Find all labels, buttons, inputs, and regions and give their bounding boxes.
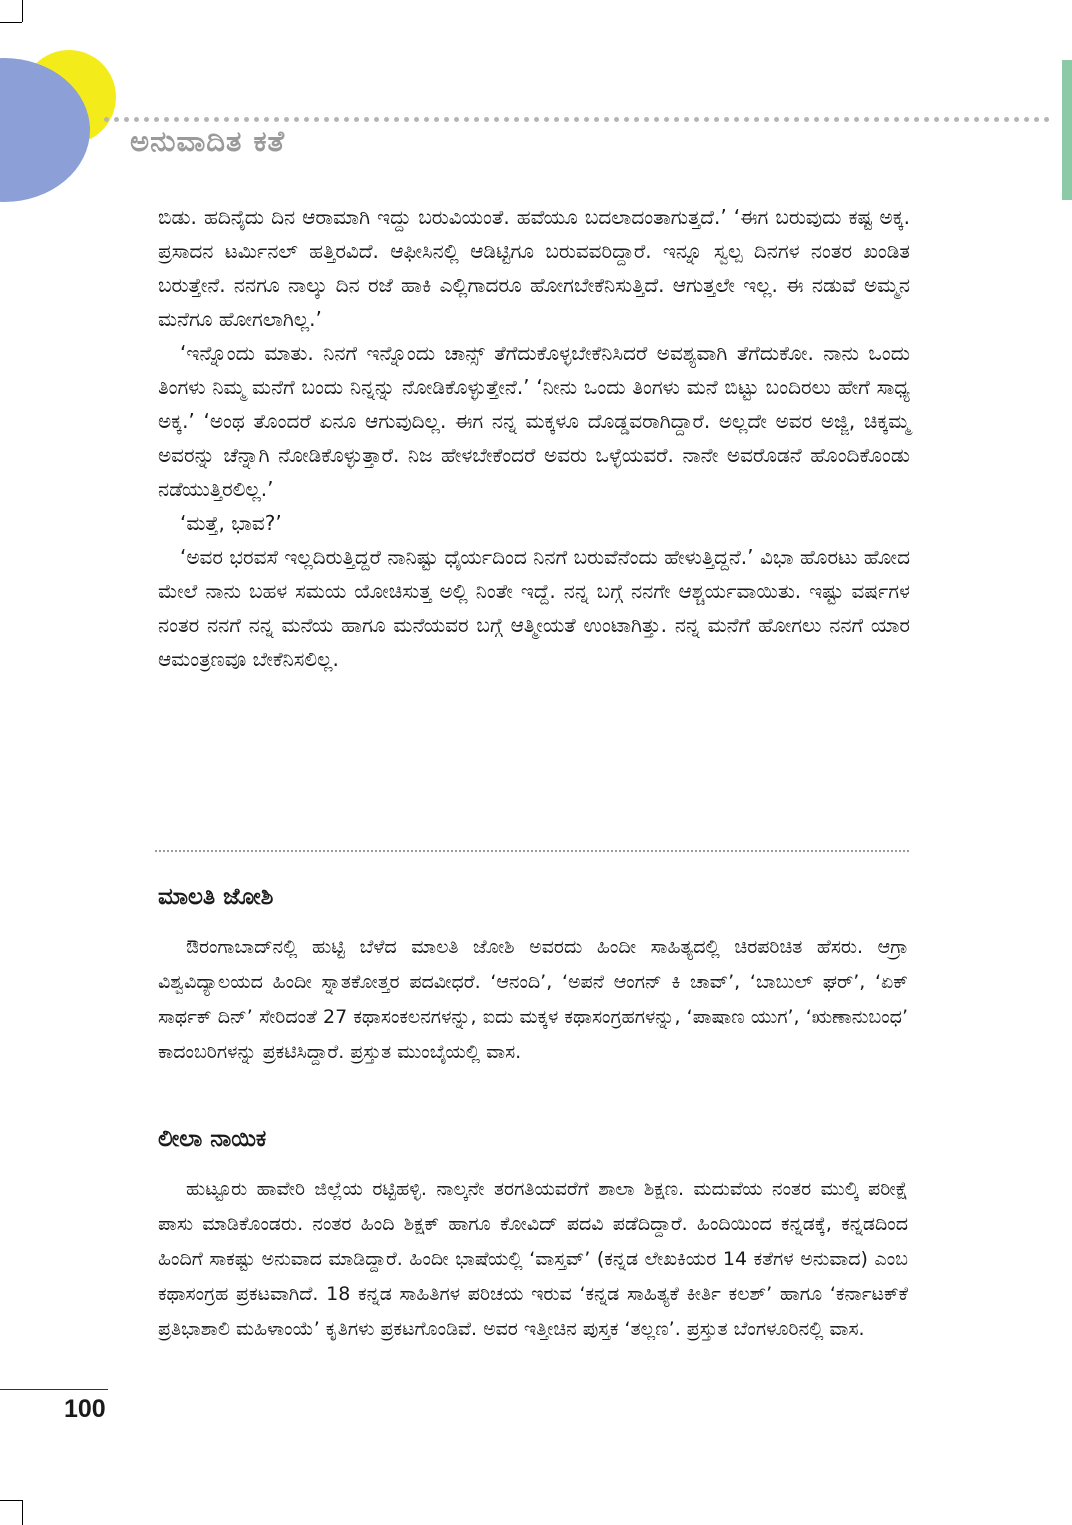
page-number-rule bbox=[0, 1389, 108, 1390]
crop-mark-bottom bbox=[22, 1500, 23, 1525]
section-title: ಅನುವಾದಿತ ಕತೆ bbox=[130, 124, 286, 158]
story-paragraph: ‘ಮತ್ತೆ, ಭಾವ?’ bbox=[180, 511, 282, 535]
section-divider bbox=[155, 850, 909, 852]
author-name: ಮಾಲತಿ ಜೋಶಿ bbox=[158, 884, 274, 910]
translator-name: ಲೀಲಾ ನಾಯಿಕ bbox=[158, 1126, 267, 1152]
story-paragraph: ಬಿಡು. ಹದಿನೈದು ದಿನ ಆರಾಮಾಗಿ ಇದ್ದು ಬರುವಿಯಂತೆ. ಹವೆಯೂ ಬದಲಾದಂತಾಗುತ್ತದೆ.’ ‘ಈಗ ಬರುವುದು ಕಷ್ಟ ಅಕ್ಕ. ಪ್ರಸಾದನ ಟರ್ಮಿನಲ್ ಹತ್ತಿರವಿದೆ. ಆಫೀಸಿನಲ್ಲಿ ಆಡಿಟ್ಟಿಗೂ ಬರುವವರಿದ್ದಾರೆ. ಇನ್ನೂ ಸ್ವಲ್ಪ ದಿನಗಳ ನಂತರ ಖಂಡಿತ ಬರುತ್ತೇನೆ. ನನಗೂ ನಾಲ್ಕು ದಿನ ರಜೆ ಹಾಕಿ ಎಲ್ಲಿಗಾದರೂ ಹೋಗಬೇಕೆನಿಸುತ್ತಿದೆ. ಆಗುತ್ತಲೇ ಇಲ್ಲ. ಈ ನಡುವೆ ಅಮ್ಮನ ಮನೆಗೂ ಹೋಗಲಾಗಿಲ್ಲ.’ bbox=[158, 205, 910, 331]
author-bio: ಔರಂಗಾಬಾದ್‌ನಲ್ಲಿ ಹುಟ್ಟಿ ಬೆಳೆದ ಮಾಲತಿ ಜೋಶಿ ಅವರದು ಹಿಂದೀ ಸಾಹಿತ್ಯದಲ್ಲಿ ಚಿರಪರಿಚಿತ ಹೆಸರು. ಆಗ್ರಾ ವಿಶ್ವವಿದ್ಯಾಲಯದ ಹಿಂದೀ ಸ್ನಾತಕೋತ್ತರ ಪದವೀಧರೆ. ‘ಆನಂದಿ’, ‘ಅಪನೆ ಆಂಗನ್ ಕಿ ಚಾವ್’, ‘ಬಾಬುಲ್ ಘರ್’, ‘ಏಕ್ ಸಾರ್ಥಕ್ ದಿನ್’ ಸೇರಿದಂತೆ 27 ಕಥಾಸಂಕಲನಗಳನ್ನು, ಐದು ಮಕ್ಕಳ ಕಥಾಸಂಗ್ರಹಗಳನ್ನು, ‘ಪಾಷಾಣ ಯುಗ’, ‘ಋಣಾನುಬಂಧ’ ಕಾದಂಬರಿಗಳನ್ನು ಪ್ರಕಟಿಸಿದ್ದಾರೆ. ಪ್ರಸ್ತುತ ಮುಂಬೈಯಲ್ಲಿ ವಾಸ. bbox=[158, 936, 908, 1063]
crop-mark-top bbox=[22, 0, 23, 22]
story-paragraph: ‘ಅವರ ಭರವಸೆ ಇಲ್ಲದಿರುತ್ತಿದ್ದರೆ ನಾನಿಷ್ಟು ಧೈರ್ಯದಿಂದ ನಿನಗೆ ಬರುವೆನೆಂದು ಹೇಳುತ್ತಿದ್ದನೆ.’ ವಿಭಾ ಹೊರಟು ಹೋದ ಮೇಲೆ ನಾನು ಬಹಳ ಸಮಯ ಯೋಚಿಸುತ್ತ ಅಲ್ಲಿ ನಿಂತೇ ಇದ್ದೆ. ನನ್ನ ಬಗ್ಗೆ ನನಗೇ ಆಶ್ಚರ್ಯವಾಯಿತು. ಇಷ್ಟು ವರ್ಷಗಳ ನಂತರ ನನಗೆ ನನ್ನ ಮನೆಯ ಹಾಗೂ ಮನೆಯವರ ಬಗ್ಗೆ ಆತ್ಮೀಯತೆ ಉಂಟಾಗಿತ್ತು. ನನ್ನ ಮನೆಗೆ ಹೋಗಲು ನನಗೆ ಯಾರ ಆಮಂತ್ರಣವೂ ಬೇಕೆನಿಸಲಿಲ್ಲ. bbox=[158, 545, 910, 671]
decorative-green-bar bbox=[1062, 60, 1072, 200]
story-text bbox=[158, 200, 910, 676]
page-number: 100 bbox=[64, 1395, 106, 1423]
header-dotted-rule bbox=[104, 117, 1050, 122]
story-paragraph: ‘ಇನ್ನೊಂದು ಮಾತು. ನಿನಗೆ ಇನ್ನೊಂದು ಚಾನ್ಸ್ ತೆಗೆದುಕೊಳ್ಳಬೇಕೆನಿಸಿದರೆ ಅವಶ್ಯವಾಗಿ ತೆಗೆದುಕೋ. ನಾನು ಒಂದು ತಿಂಗಳು ನಿಮ್ಮ ಮನೆಗೆ ಬಂದು ನಿನ್ನನ್ನು ನೋಡಿಕೊಳ್ಳುತ್ತೇನೆ.’ ‘ನೀನು ಒಂದು ತಿಂಗಳು ಮನೆ ಬಿಟ್ಟು ಬಂದಿರಲು ಹೇಗೆ ಸಾಧ್ಯ ಅಕ್ಕ.’ ‘ಅಂಥ ತೊಂದರೆ ಏನೂ ಆಗುವುದಿಲ್ಲ. ಈಗ ನನ್ನ ಮಕ್ಕಳೂ ದೊಡ್ಡವರಾಗಿದ್ದಾರೆ. ಅಲ್ಲದೇ ಅವರ ಅಜ್ಜಿ, ಚಿಕ್ಕಮ್ಮ ಅವರನ್ನು ಚೆನ್ನಾಗಿ ನೋಡಿಕೊಳ್ಳುತ್ತಾರೆ. ನಿಜ ಹೇಳಬೇಕೆಂದರೆ ಅವರು ಒಳ್ಳೆಯವರೆ. ನಾನೇ ಅವರೊಡನೆ ಹೊಂದಿಕೊಂಡು ನಡೆಯುತ್ತಿರಲಿಲ್ಲ.’ bbox=[158, 341, 910, 501]
crop-mark-top bbox=[0, 22, 22, 23]
crop-mark-bottom bbox=[0, 1500, 22, 1501]
translator-bio: ಹುಟ್ಟೂರು ಹಾವೇರಿ ಜಿಲ್ಲೆಯ ರಟ್ಟಿಹಳ್ಳಿ. ನಾಲ್ಕನೇ ತರಗತಿಯವರೆಗೆ ಶಾಲಾ ಶಿಕ್ಷಣ. ಮದುವೆಯ ನಂತರ ಮುಲ್ಕಿ ಪರೀಕ್ಷೆ ಪಾಸು ಮಾಡಿಕೊಂಡರು. ನಂತರ ಹಿಂದಿ ಶಿಕ್ಷಕ್ ಹಾಗೂ ಕೋವಿದ್ ಪದವಿ ಪಡೆದಿದ್ದಾರೆ. ಹಿಂದಿಯಿಂದ ಕನ್ನಡಕ್ಕೆ, ಕನ್ನಡದಿಂದ ಹಿಂದಿಗೆ ಸಾಕಷ್ಟು ಅನುವಾದ ಮಾಡಿದ್ದಾರೆ. ಹಿಂದೀ ಭಾಷೆಯಲ್ಲಿ ‘ವಾಸ್ತವ್’ (ಕನ್ನಡ ಲೇಖಕಿಯರ 14 ಕತೆಗಳ ಅನುವಾದ) ಎಂಬ ಕಥಾಸಂಗ್ರಹ ಪ್ರಕಟವಾಗಿದೆ. 18 ಕನ್ನಡ ಸಾಹಿತಿಗಳ ಪರಿಚಯ ಇರುವ ‘ಕನ್ನಡ ಸಾಹಿತ್ಯಕೆ ಕೀರ್ತಿ ಕಲಶ್’ ಹಾಗೂ ‘ಕರ್ನಾಟಕ್‌ಕೆ ಪ್ರತಿಭಾಶಾಲಿ ಮಹಿಳಾಂಯೆ’ ಕೃತಿಗಳು ಪ್ರಕಟಗೊಂಡಿವೆ. ಅವರ ಇತ್ತೀಚಿನ ಪುಸ್ತಕ ‘ತಲ್ಲಣ’. ಪ್ರಸ್ತುತ ಬೆಂಗಳೂರಿನಲ್ಲಿ ವಾಸ. bbox=[158, 1178, 908, 1340]
